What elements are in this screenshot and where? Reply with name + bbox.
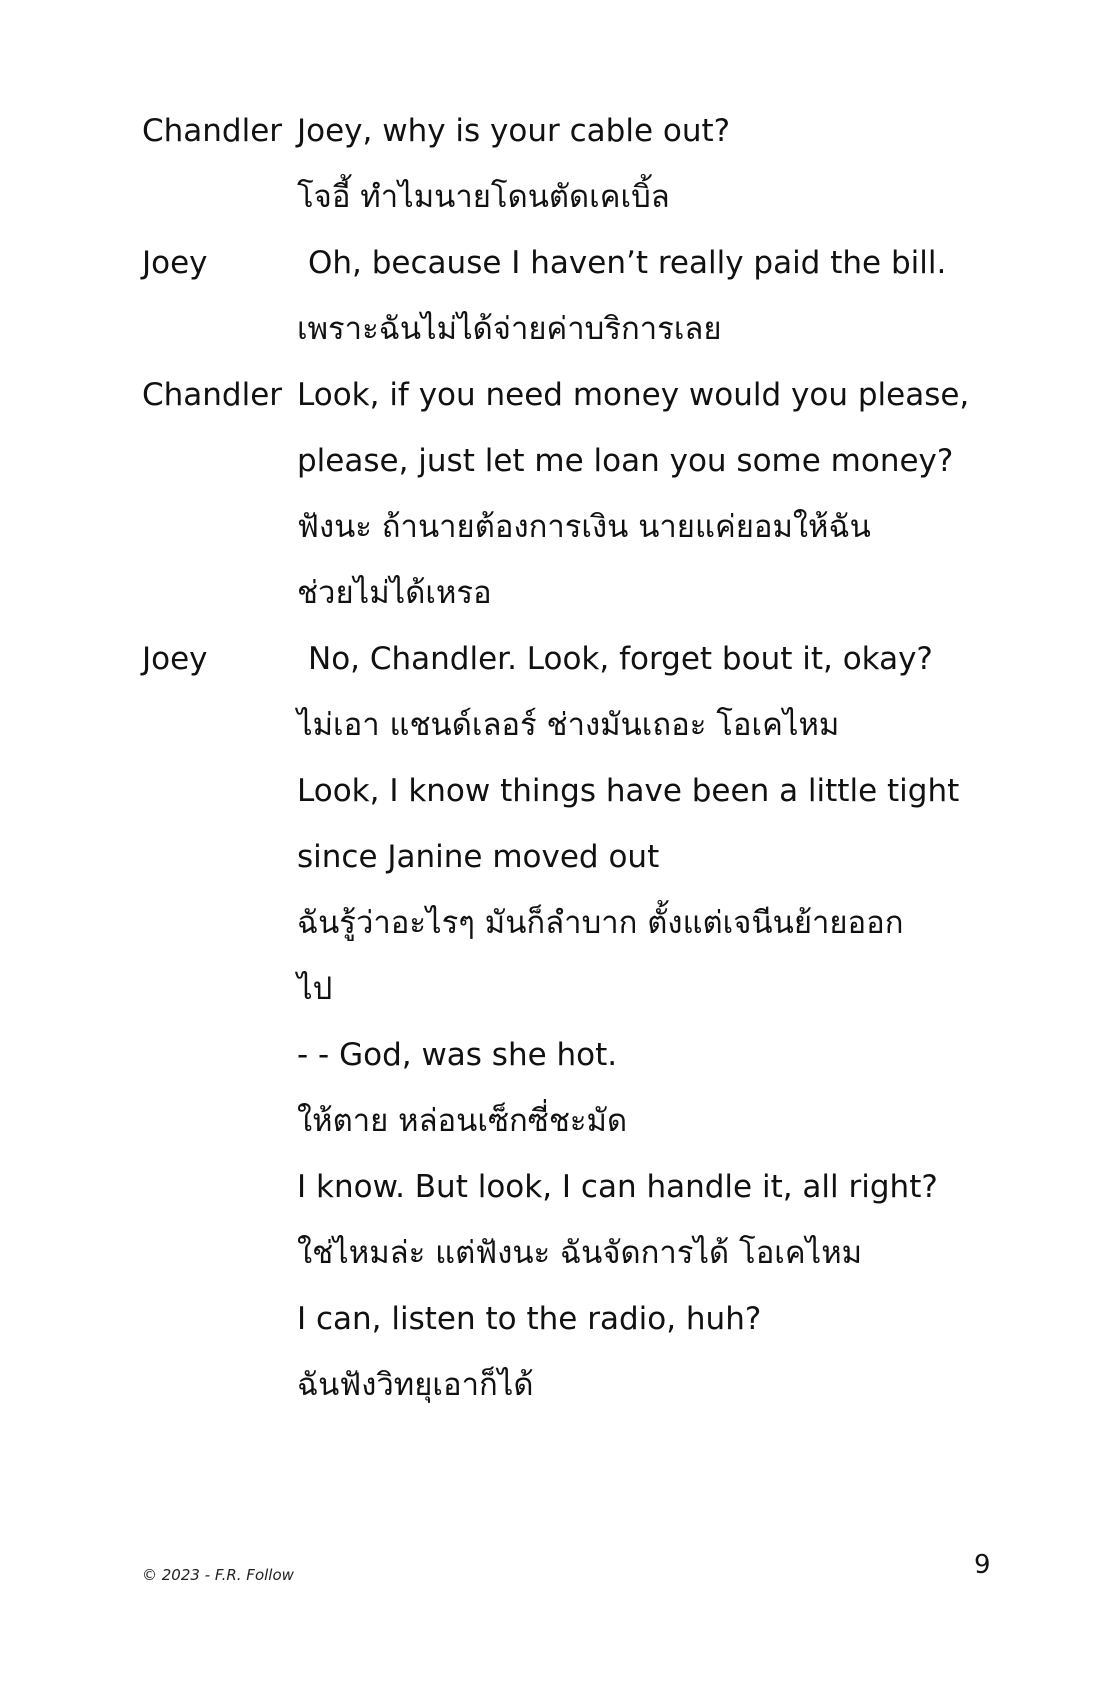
dialogue-line [142, 824, 1022, 890]
page-number: 9 [974, 1550, 991, 1580]
dialogue-text: Look, if you need money would you please, [297, 377, 970, 413]
dialogue-text: Look, I know things have been a little tight [297, 773, 960, 809]
speaker-name: Joey [142, 245, 208, 281]
dialogue-line [142, 956, 1022, 1022]
dialogue-line [142, 362, 1022, 428]
dialogue-text: Joey, why is your cable out? [297, 113, 731, 149]
dialogue-text: since Janine moved out [297, 839, 660, 875]
dialogue-line [142, 1286, 1022, 1352]
dialogue-translation: ฉันฟังวิทยุเอาก็ได้ [297, 1367, 534, 1403]
dialogue-line [142, 98, 1022, 164]
dialogue-line [142, 296, 1022, 362]
dialogue-line [142, 692, 1022, 758]
dialogue-translation: ไม่เอา แชนด์เลอร์ ช่างมันเถอะ โอเคไหม [297, 707, 840, 743]
dialogue-line [142, 1352, 1022, 1418]
dialogue-text: - - God, was she hot. [297, 1037, 618, 1073]
dialogue-line [142, 1154, 1022, 1220]
dialogue-line [142, 1220, 1022, 1286]
dialogue-translation: ไป [297, 971, 333, 1007]
dialogue-text: please, just let me loan you some money? [297, 443, 954, 479]
speaker-name: Chandler [142, 113, 283, 149]
dialogue-translation: ใช่ไหมล่ะ แต่ฟังนะ ฉันจัดการได้ โอเคไหม [297, 1235, 863, 1271]
dialogue-text: No, Chandler. Look, forget bout it, okay? [308, 641, 933, 677]
dialogue-line [142, 1088, 1022, 1154]
dialogue-translation: เพราะฉันไม่ได้จ่ายค่าบริการเลย [297, 311, 722, 347]
dialogue-translation: ฉันรู้ว่าอะไรๆ มันก็ลำบาก ตั้งแต่เจนีนย้ายออก [297, 905, 904, 941]
dialogue-text: I know. But look, I can handle it, all right? [297, 1169, 938, 1205]
dialogue-script [142, 98, 1022, 1418]
dialogue-translation: ให้ตาย หล่อนเซ็กซี่ชะมัด [297, 1103, 628, 1139]
dialogue-line [142, 1022, 1022, 1088]
dialogue-text: Oh, because I haven’t really paid the bill. [308, 245, 947, 281]
dialogue-line [142, 494, 1022, 560]
dialogue-line [142, 890, 1022, 956]
dialogue-line [142, 626, 1022, 692]
dialogue-line [142, 560, 1022, 626]
dialogue-translation: ฟังนะ ถ้านายต้องการเงิน นายแค่ยอมให้ฉัน [297, 509, 871, 545]
dialogue-line [142, 758, 1022, 824]
dialogue-translation: โจอี้ ทำไมนายโดนตัดเคเบิ้ล [297, 179, 670, 215]
dialogue-translation: ช่วยไม่ได้เหรอ [297, 575, 492, 611]
dialogue-line [142, 164, 1022, 230]
dialogue-line [142, 230, 1022, 296]
dialogue-line [142, 428, 1022, 494]
dialogue-text: I can, listen to the radio, huh? [297, 1301, 762, 1337]
speaker-name: Joey [142, 641, 208, 677]
speaker-name: Chandler [142, 377, 283, 413]
copyright-notice: © 2023 - F.R. Follow [142, 1566, 294, 1584]
